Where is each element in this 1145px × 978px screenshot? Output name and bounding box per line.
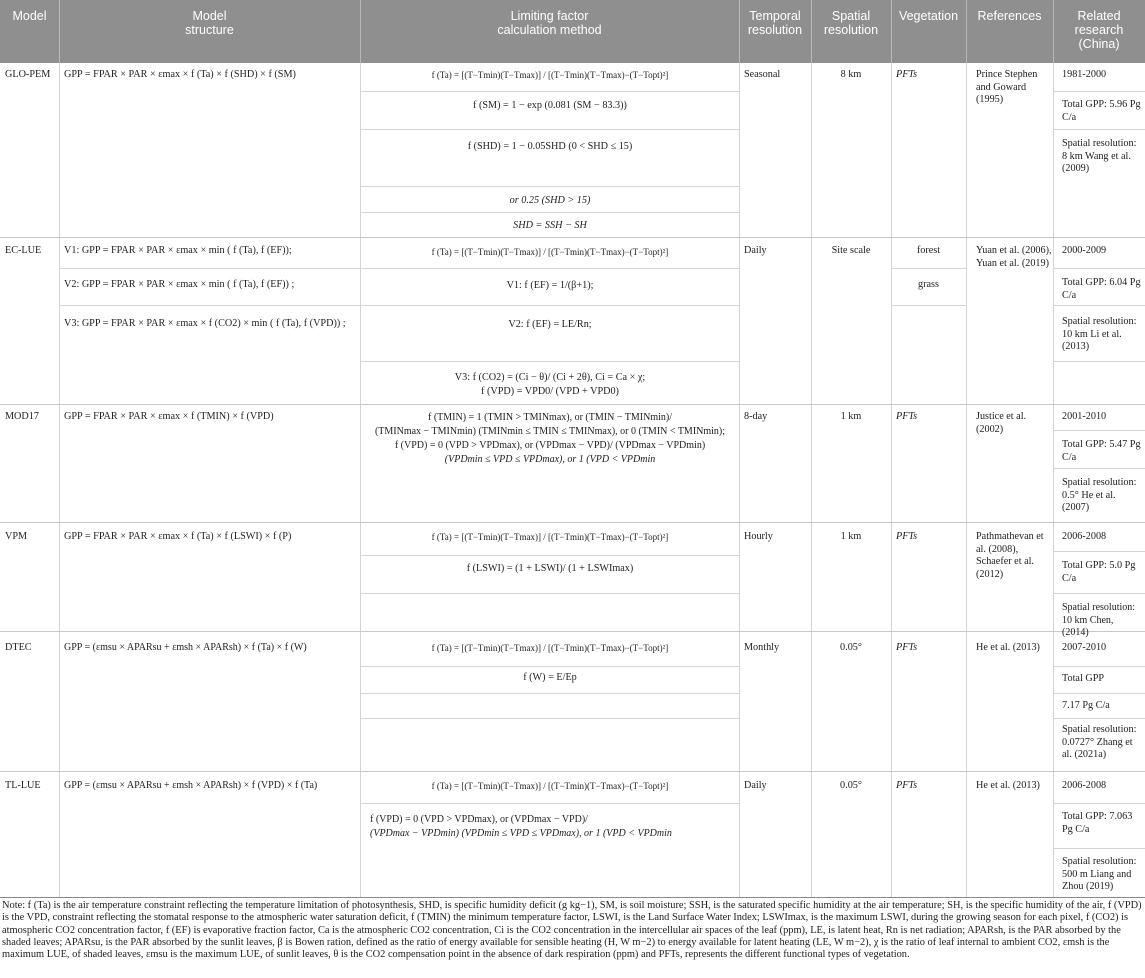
formula: f (VPD) = 0 (VPD > VPDmax), or (VPDmax − VPD)/ (370, 814, 588, 825)
formula: (VPDmin ≤ VPD ≤ VPDmax), or 1 (VPD < VPDmin (444, 454, 656, 465)
header-line: structure (185, 23, 234, 37)
table-vline (891, 63, 892, 898)
formula: f (SM) = 1 − exp (0.081 (SM − 83.3)) (473, 100, 627, 111)
spatial-resolution: 1 km (840, 411, 862, 422)
research-spatial: Spatial resolution: 10 km Chen, (2014) (1062, 602, 1136, 639)
formula: f (VPD) = 0 (VPD > VPDmax), or (VPDmax − VPD)/ (VPDmax − VPDmin) (394, 440, 706, 451)
formula: f (LSWI) = (1 + LSWI)/ (1 + LSWImax) (466, 563, 634, 574)
reference: He et al. (2013) (976, 642, 1040, 653)
reference: Pathmathevan et al. (2008), Schaefer et al. (2012) (976, 531, 1044, 580)
research-years: 2006-2008 (1062, 531, 1107, 542)
row-divider (0, 522, 1145, 523)
header-vegetation: Vegetation (898, 9, 959, 23)
formula-divider (361, 361, 739, 362)
formula: (TMINmax − TMINmin) (TMINmin ≤ TMIN ≤ TMINmax), or 0 (TMIN < TMINmin); (374, 426, 726, 437)
research-divider (1054, 803, 1145, 804)
table-footnote: Note: f (Ta) is the air temperature constraint reflecting the temperature limitation of photosynthesis, SHD, is specific humidity deficit (g kg−1), SM, is soil moisture; SSH, is the saturated specific humidity at the air temperature; SH, is the specific humidity of the air, f (VPD) is the VPD, constraint reflecting the stomatal response to the atmospheric water saturation deficit, f (TMIN) the minimum temperature factor, LSWI, is the Land Surface Water Index; LSWImax, is the maximum LSWI, during the growing season for each pixel, f (CO2) is atmospheric CO2 concentration factor, f (EF) is evaporative fraction factor, Ca is the atmospheric CO2 concentration, Ci is the CO2 concentration in the intercellular air spaces of the leaf (ppm), LE, is latent heat, Rn is net radiation; APARsh, is the PAR absorbed by the shaded leaves; APARsu, is the PAR absorbed by the sunlit leaves, β is Bowen ration, defined as the ratio of energy available for sensible heating (H, W m−2) to energy available for latent heating (LE, W m−2), χ is the ratio of leaf internal to ambient CO2, εmsh is the maximum LUE, of shaded leaves, εmsu is the maximum LUE, of sunlit leaves, θ is the CO2 compensation point in the absence of dark respiration (ppm) and PFTs, represents the different functional types of vegetation. (2, 900, 1142, 961)
formula: (VPDmax − VPDmin) (VPDmin ≤ VPD ≤ VPDmax), or 1 (VPD < VPDmin (370, 828, 672, 839)
model-structure: GPP = FPAR × PAR × εmax × f (Ta) × f (SHD) × f (SM) (64, 69, 296, 80)
formula: f (Ta) = [(T−Tmin)(T−Tmax)] / [(T−Tmin)(T−Tmax)−(T−Topt)²] (431, 532, 669, 542)
model-name: VPM (5, 531, 28, 542)
formula-divider (361, 693, 739, 694)
table-vline (360, 63, 361, 898)
vegetation: PFTs (896, 69, 918, 80)
research-total-gpp: Total GPP: 5.47 Pg C/a (1062, 439, 1141, 463)
vegetation-divider (892, 268, 966, 269)
reference: He et al. (2013) (976, 780, 1040, 791)
vegetation: PFTs (896, 411, 918, 422)
header-line: Spatial (831, 9, 871, 23)
vegetation: grass (918, 279, 939, 290)
header-references: References (977, 9, 1042, 23)
header-divider (739, 0, 740, 63)
research-years: 1981-2000 (1062, 69, 1107, 80)
header-line: Model (192, 9, 227, 23)
temporal-resolution: 8-day (744, 411, 768, 422)
research-divider (1054, 430, 1145, 431)
research-total-gpp-value: 7.17 Pg C/a (1062, 700, 1110, 711)
research-years: 2006-2008 (1062, 780, 1107, 791)
reference: Justice et al. (2002) (976, 411, 1027, 435)
table-vline (966, 63, 967, 898)
model-structure: V3: GPP = FPAR × PAR × εmax × f (CO2) × min ( f (Ta), f (VPD)) ; (64, 318, 346, 329)
research-total-gpp: Total GPP: 5.96 Pg C/a (1062, 99, 1141, 123)
vegetation-divider (892, 305, 966, 306)
table-vline (811, 63, 812, 898)
model-name: TL-LUE (5, 780, 41, 791)
header-divider (811, 0, 812, 63)
formula: or 0.25 (SHD > 15) (509, 195, 591, 206)
vegetation: forest (916, 245, 941, 256)
header-divider (966, 0, 967, 63)
header-line: Temporal (749, 9, 801, 23)
model-structure: V2: GPP = FPAR × PAR × εmax × min ( f (Ta), f (EF)) ; (64, 279, 295, 290)
formula-divider (361, 186, 739, 187)
research-divider (1054, 666, 1145, 667)
research-spatial: Spatial resolution: 500 m Liang and Zhou (2019) (1062, 856, 1137, 893)
header-line: (China) (1078, 37, 1120, 51)
header-divider (891, 0, 892, 63)
research-total-gpp: Total GPP: 7.063 Pg C/a (1062, 811, 1133, 835)
vegetation: PFTs (896, 642, 918, 653)
spatial-resolution: Site scale (831, 245, 871, 256)
row-divider (0, 404, 1145, 405)
research-total-gpp: Total GPP (1062, 673, 1105, 684)
model-structure: GPP = (εmsu × APARsu + εmsh × APARsh) × f (Ta) × f (W) (64, 642, 307, 653)
research-spatial: Spatial resolution: 0.0727° Zhang et al. (2021a) (1062, 724, 1137, 761)
header-line: resolution (747, 23, 803, 37)
formula: V3: f (CO2) = (Ci − θ)/ (Ci + 2θ), Ci = Ca × χ; (454, 372, 646, 383)
spatial-resolution: 0.05° (840, 642, 862, 653)
formula: V1: f (EF) = 1/(β+1); (506, 280, 594, 291)
header-divider (59, 0, 60, 63)
header-temporal-resolution (739, 9, 811, 37)
research-spatial: Spatial resolution: 8 km Wang et al. (2009) (1062, 138, 1137, 175)
row-divider (0, 631, 1145, 632)
header-line: resolution (823, 23, 879, 37)
research-divider (1054, 305, 1145, 306)
formula: f (Ta) = [(T−Tmin)(T−Tmax)] / [(T−Tmin)(T−Tmax)−(T−Topt)²] (431, 247, 669, 257)
formula-divider (361, 268, 739, 269)
model-structure: V1: GPP = FPAR × PAR × εmax × min ( f (Ta), f (EF)); (64, 245, 292, 256)
temporal-resolution: Daily (744, 245, 767, 256)
research-years: 2000-2009 (1062, 245, 1107, 256)
table-bottom-line (0, 897, 1145, 898)
header-divider (360, 0, 361, 63)
research-divider (1054, 718, 1145, 719)
table-vline (739, 63, 740, 898)
spatial-resolution: 8 km (840, 69, 862, 80)
formula-divider (361, 305, 739, 306)
header-line: research (1074, 23, 1124, 37)
research-divider (1054, 268, 1145, 269)
research-total-gpp: Total GPP: 5.0 Pg C/a (1062, 560, 1136, 584)
research-spatial: Spatial resolution: 10 km Li et al. (2013) (1062, 316, 1137, 353)
formula: f (SHD) = 1 − 0.05SHD (0 < SHD ≤ 15) (467, 141, 633, 152)
formula: f (Ta) = [(T−Tmin)(T−Tmax)] / [(T−Tmin)(T−Tmax)−(T−Topt)²] (431, 70, 669, 80)
research-spatial: Spatial resolution: 0.5° He et al. (2007) (1062, 477, 1137, 514)
temporal-resolution: Daily (744, 780, 767, 791)
formula-divider (361, 212, 739, 213)
research-divider (1054, 848, 1145, 849)
research-divider (1054, 693, 1145, 694)
research-divider (1054, 129, 1145, 130)
formula: f (VPD) = VPD0/ (VPD + VPD0) (481, 386, 619, 397)
model-name: EC-LUE (5, 245, 42, 256)
header-model: Model (12, 9, 47, 23)
formula-divider (361, 666, 739, 667)
research-total-gpp: Total GPP: 6.04 Pg C/a (1062, 277, 1141, 301)
research-years: 2001-2010 (1062, 411, 1107, 422)
model-name: GLO-PEM (5, 69, 51, 80)
model-structure: GPP = FPAR × PAR × εmax × f (TMIN) × f (VPD) (64, 411, 274, 422)
header-line: Limiting factor (510, 9, 589, 23)
structure-divider (60, 268, 360, 269)
header-related-research (1053, 9, 1145, 51)
research-divider (1054, 91, 1145, 92)
vegetation: PFTs (896, 531, 918, 542)
formula: f (Ta) = [(T−Tmin)(T−Tmax)] / [(T−Tmin)(T−Tmax)−(T−Topt)²] (431, 643, 669, 653)
research-divider (1054, 593, 1145, 594)
reference: Prince Stephen and Goward (1995) (976, 69, 1038, 106)
table-vline (59, 63, 60, 898)
header-spatial-resolution (811, 9, 891, 37)
header-limiting-factor (360, 9, 739, 37)
model-name: DTEC (5, 642, 32, 653)
row-divider (0, 771, 1145, 772)
model-structure: GPP = FPAR × PAR × εmax × f (Ta) × f (LSWI) × f (P) (64, 531, 292, 542)
model-structure: GPP = (εmsu × APARsu + εmsh × APARsh) × f (VPD) × f (Ta) (64, 780, 318, 791)
spatial-resolution: 0.05° (840, 780, 862, 791)
research-years: 2007-2010 (1062, 642, 1107, 653)
formula-divider (361, 593, 739, 594)
model-name: MOD17 (5, 411, 39, 422)
table-vline (1053, 63, 1054, 898)
formula: f (TMIN) = 1 (TMIN > TMINmax), or (TMIN − TMINmin)/ (427, 412, 672, 423)
formula: SHD = SSH − SH (513, 220, 587, 231)
header-line: Related (1077, 9, 1121, 23)
formula: V2: f (EF) = LE/Rn; (508, 319, 592, 330)
formula-divider (361, 555, 739, 556)
header-line: calculation method (497, 23, 602, 37)
temporal-resolution: Seasonal (744, 69, 781, 80)
research-divider (1054, 468, 1145, 469)
vegetation: PFTs (896, 780, 918, 791)
spatial-resolution: 1 km (840, 531, 862, 542)
reference: Yuan et al. (2006), Yuan et al. (2019) (976, 245, 1052, 269)
row-divider (0, 237, 1145, 238)
formula-divider (361, 91, 739, 92)
temporal-resolution: Monthly (744, 642, 780, 653)
header-model-structure (59, 9, 360, 37)
formula-divider (361, 718, 739, 719)
formula: f (W) = E/Ep (523, 672, 577, 683)
research-divider (1054, 361, 1145, 362)
structure-divider (60, 305, 360, 306)
header-divider (1053, 0, 1054, 63)
formula: f (Ta) = [(T−Tmin)(T−Tmax)] / [(T−Tmin)(T−Tmax)−(T−Topt)²] (431, 781, 669, 791)
formula-divider (361, 129, 739, 130)
temporal-resolution: Hourly (744, 531, 773, 542)
formula-divider (361, 803, 739, 804)
research-divider (1054, 551, 1145, 552)
